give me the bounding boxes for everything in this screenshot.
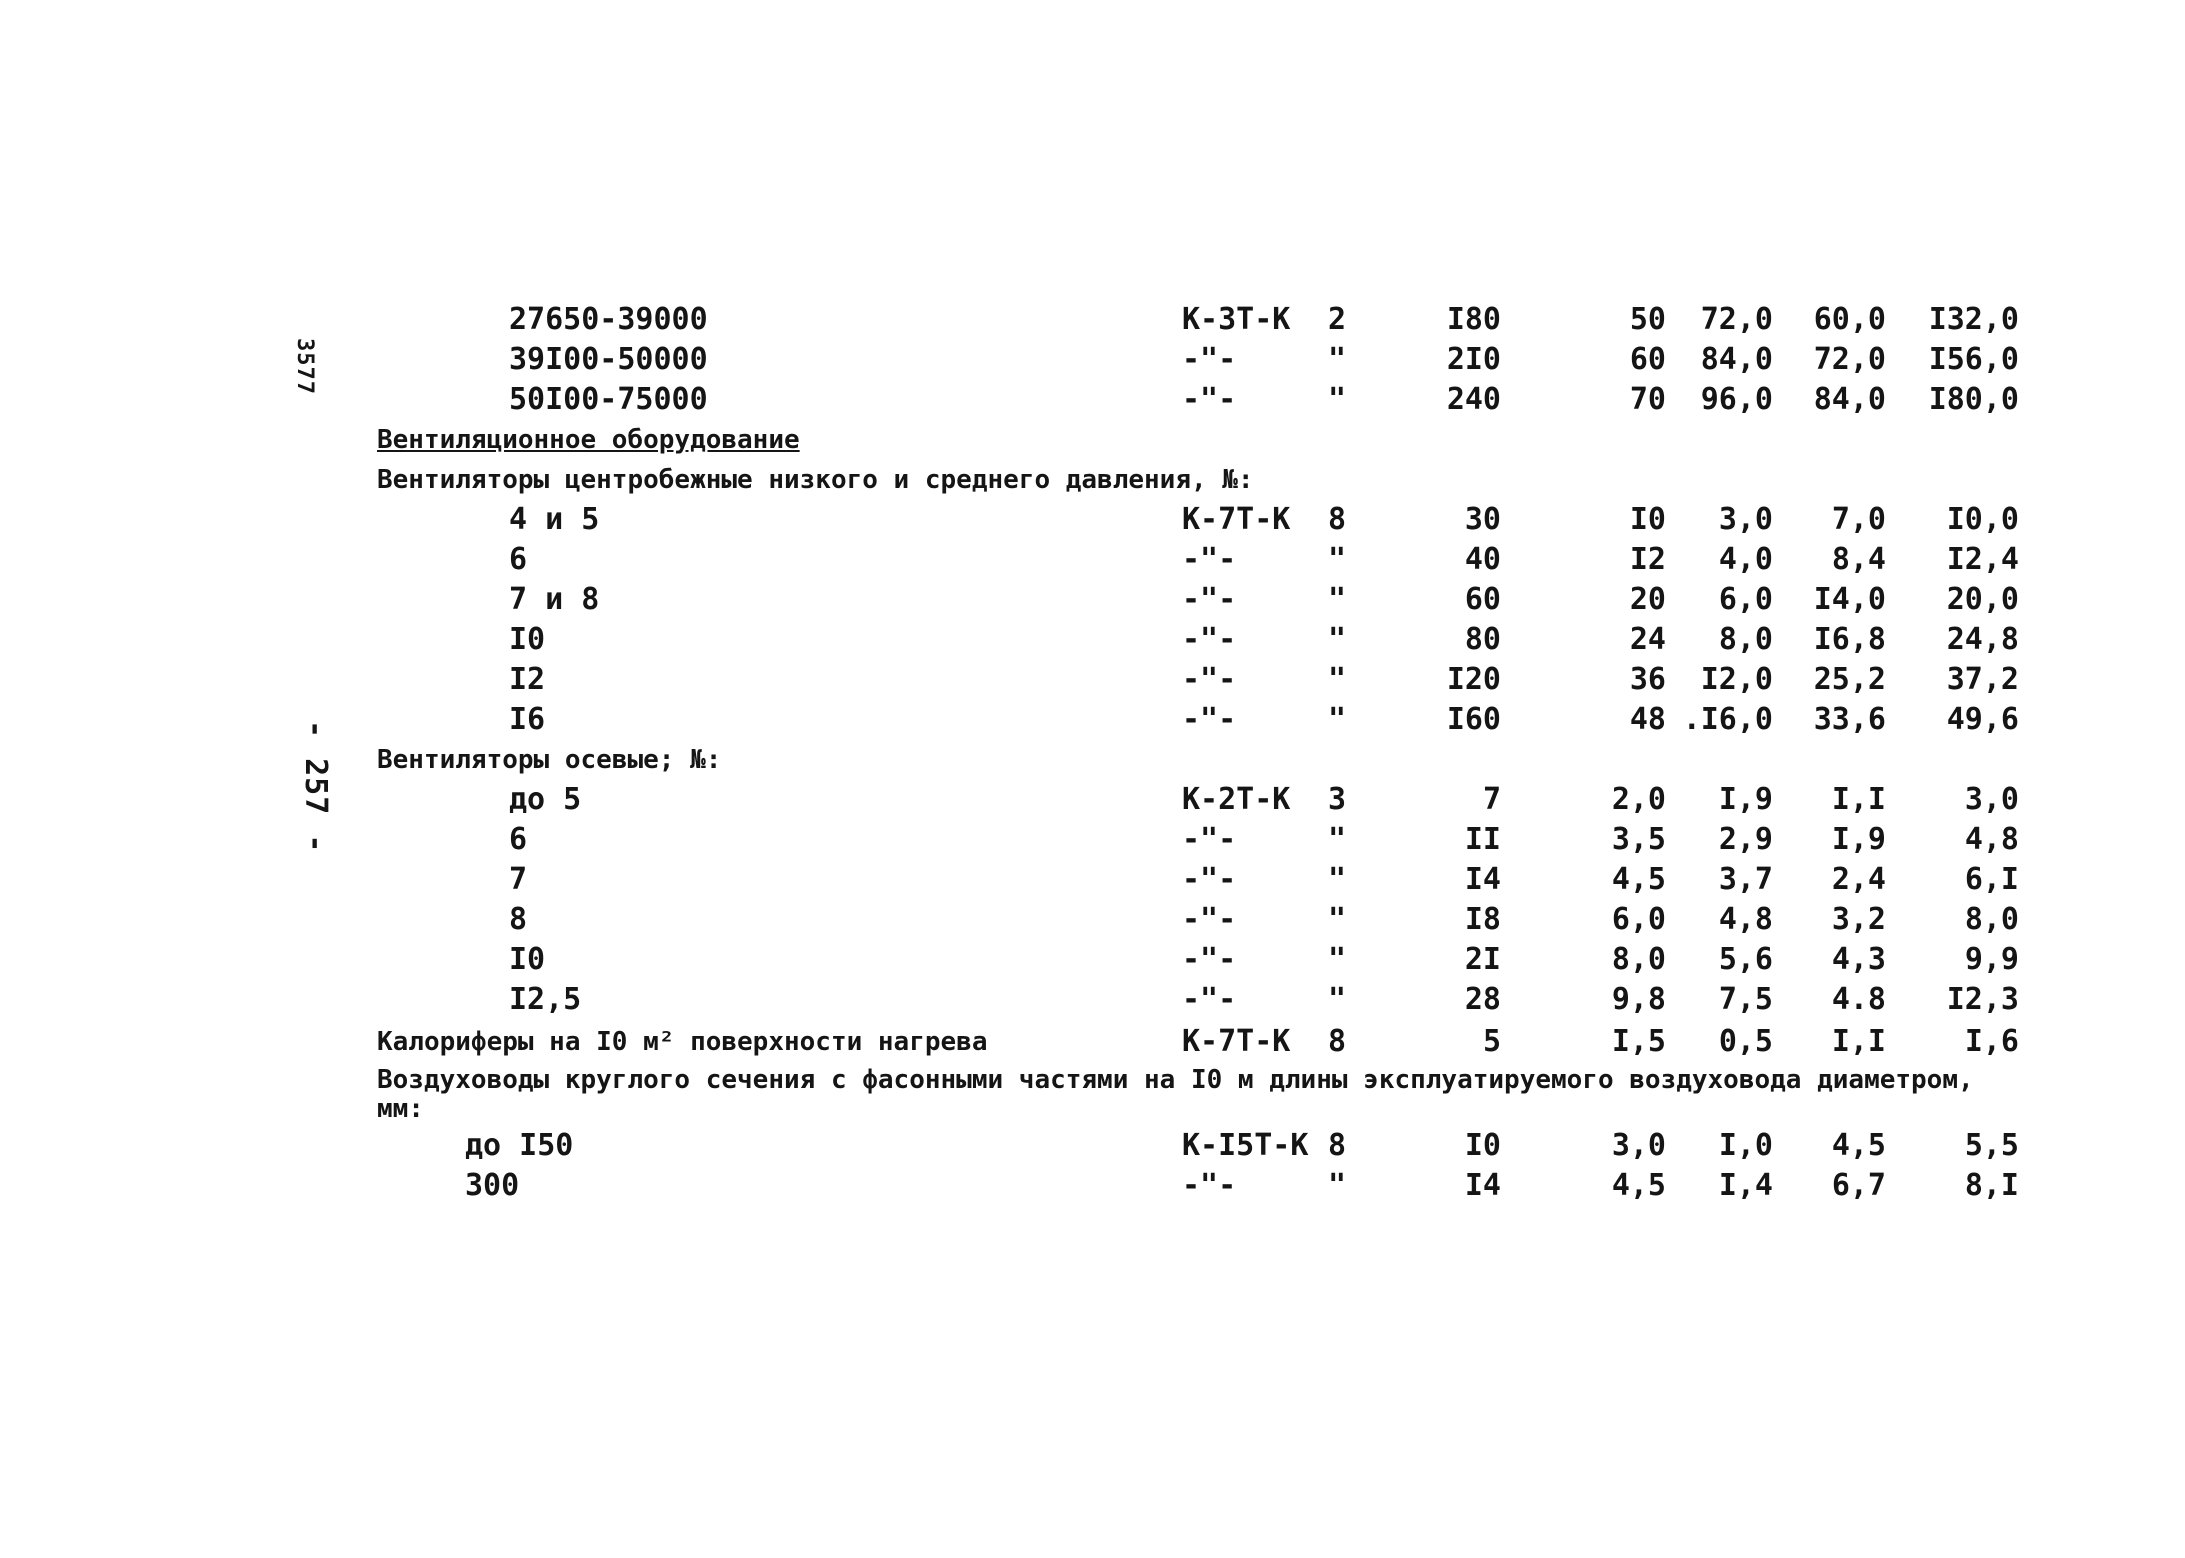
value-5-cell: I2,3 <box>1946 982 2019 1017</box>
item-name-cell: 39I00-50000 <box>509 342 708 377</box>
value-5-cell: 4,8 <box>1964 822 2019 857</box>
value-2-cell: 8,0 <box>1611 942 1666 977</box>
item-name-cell: I6 <box>509 702 546 737</box>
value-2-cell: 4,5 <box>1611 1168 1666 1203</box>
value-2-cell: 3,0 <box>1611 1128 1666 1163</box>
item-name-cell: Калориферы на I0 м² поверхности нагрева <box>377 1026 988 1057</box>
value-1-cell: I8 <box>1464 902 1501 937</box>
value-2-cell: 9,8 <box>1611 982 1666 1017</box>
equipment-code-cell: К-7Т-К <box>1182 1024 1291 1059</box>
value-1-cell: II <box>1464 822 1501 857</box>
estimate-table-body <box>377 300 2019 1206</box>
category-cell: " <box>1328 902 1347 937</box>
equipment-code-cell: -"- <box>1182 822 1237 857</box>
value-3-cell: 0,5 <box>1718 1024 1773 1059</box>
item-name-cell: 6 <box>509 822 528 857</box>
value-1-cell: I0 <box>1464 1128 1501 1163</box>
table-row <box>377 1020 2019 1064</box>
value-3-cell: 8,0 <box>1718 622 1773 657</box>
table-row <box>377 300 2019 340</box>
value-1-cell: I4 <box>1464 1168 1501 1203</box>
table-row <box>377 620 2019 660</box>
value-5-cell: 49,6 <box>1946 702 2019 737</box>
group-heading-row <box>377 1064 2019 1126</box>
value-3-cell: I,4 <box>1718 1168 1773 1203</box>
value-4-cell: 4,3 <box>1831 942 1886 977</box>
value-4-cell: 60,0 <box>1813 302 1886 337</box>
value-5-cell: I,6 <box>1964 1024 2019 1059</box>
category-cell: " <box>1328 702 1347 737</box>
value-3-cell: I,0 <box>1718 1128 1773 1163</box>
item-name-cell: 8 <box>509 902 528 937</box>
equipment-code-cell: -"- <box>1182 902 1237 937</box>
table-row <box>377 380 2019 420</box>
value-4-cell: I,9 <box>1831 822 1886 857</box>
equipment-code-cell: -"- <box>1182 622 1237 657</box>
category-cell: " <box>1328 942 1347 977</box>
document-code: 3577 <box>292 338 317 395</box>
value-2-cell: 24 <box>1629 622 1666 657</box>
value-1-cell: I80 <box>1446 302 1501 337</box>
group-heading-row <box>377 740 2019 780</box>
item-name-cell: I2 <box>509 662 546 697</box>
value-5-cell: 6,I <box>1964 862 2019 897</box>
equipment-code-cell: -"- <box>1182 942 1237 977</box>
equipment-code-cell: К-I5Т-К <box>1182 1128 1309 1163</box>
table-row <box>377 940 2019 980</box>
value-4-cell: 8,4 <box>1831 542 1886 577</box>
table-row <box>377 820 2019 860</box>
category-cell: " <box>1328 622 1347 657</box>
value-3-cell: 72,0 <box>1700 302 1773 337</box>
category-cell: " <box>1328 822 1347 857</box>
value-1-cell: 40 <box>1464 542 1501 577</box>
value-5-cell: 20,0 <box>1946 582 2019 617</box>
value-2-cell: 4,5 <box>1611 862 1666 897</box>
item-name-cell: 300 <box>465 1168 520 1203</box>
value-1-cell: 240 <box>1446 382 1501 417</box>
value-1-cell: I4 <box>1464 862 1501 897</box>
value-2-cell: 6,0 <box>1611 902 1666 937</box>
value-3-cell: 4,8 <box>1718 902 1773 937</box>
value-3-cell: 84,0 <box>1700 342 1773 377</box>
equipment-code-cell: К-2Т-К <box>1182 782 1291 817</box>
category-cell: 8 <box>1328 502 1347 537</box>
category-cell: " <box>1328 382 1347 417</box>
equipment-code-cell: -"- <box>1182 982 1237 1017</box>
category-cell: 8 <box>1328 1128 1347 1163</box>
value-4-cell: I,I <box>1831 1024 1886 1059</box>
value-5-cell: 24,8 <box>1946 622 2019 657</box>
equipment-code-cell: -"- <box>1182 542 1237 577</box>
category-cell: 8 <box>1328 1024 1347 1059</box>
equipment-code-cell: -"- <box>1182 662 1237 697</box>
category-cell: 2 <box>1328 302 1347 337</box>
value-5-cell: I80,0 <box>1928 382 2019 417</box>
equipment-code-cell: -"- <box>1182 582 1237 617</box>
value-5-cell: 3,0 <box>1964 782 2019 817</box>
table-row <box>377 340 2019 380</box>
value-1-cell: I60 <box>1446 702 1501 737</box>
group-heading: Воздуховоды круглого сечения с фасонными частями на I0 м длины эксплуатируемого воздуховода диаметром, мм: <box>377 1065 1974 1124</box>
value-3-cell: 6,0 <box>1718 582 1773 617</box>
equipment-code-cell: -"- <box>1182 382 1237 417</box>
value-4-cell: 25,2 <box>1813 662 1886 697</box>
value-2-cell: 48 <box>1629 702 1666 737</box>
table-row <box>377 540 2019 580</box>
value-3-cell: 2,9 <box>1718 822 1773 857</box>
table-row <box>377 660 2019 700</box>
value-1-cell: 2I <box>1464 942 1501 977</box>
category-cell: " <box>1328 342 1347 377</box>
value-1-cell: I20 <box>1446 662 1501 697</box>
value-3-cell: 7,5 <box>1718 982 1773 1017</box>
value-1-cell: 28 <box>1464 982 1501 1017</box>
value-1-cell: 7 <box>1482 782 1501 817</box>
item-name-cell: до 5 <box>509 782 582 817</box>
value-3-cell: 96,0 <box>1700 382 1773 417</box>
value-4-cell: 33,6 <box>1813 702 1886 737</box>
value-1-cell: 80 <box>1464 622 1501 657</box>
value-1-cell: 30 <box>1464 502 1501 537</box>
value-5-cell: I32,0 <box>1928 302 2019 337</box>
value-2-cell: 60 <box>1629 342 1666 377</box>
value-2-cell: 70 <box>1629 382 1666 417</box>
value-1-cell: 5 <box>1482 1024 1501 1059</box>
section-heading: Вентиляционное оборудование <box>377 425 800 455</box>
value-3-cell: I2,0 <box>1700 662 1773 697</box>
value-4-cell: 72,0 <box>1813 342 1886 377</box>
category-cell: " <box>1328 862 1347 897</box>
value-5-cell: 8,0 <box>1964 902 2019 937</box>
item-name-cell: 7 и 8 <box>509 582 600 617</box>
value-3-cell: .I6,0 <box>1682 702 1773 737</box>
value-4-cell: 3,2 <box>1831 902 1886 937</box>
item-name-cell: 27650-39000 <box>509 302 708 337</box>
category-cell: " <box>1328 662 1347 697</box>
item-name-cell: 50I00-75000 <box>509 382 708 417</box>
value-5-cell: 5,5 <box>1964 1128 2019 1163</box>
group-heading: Вентиляторы центробежные низкого и среднего давления, №: <box>377 465 1254 495</box>
table-row <box>377 1166 2019 1206</box>
value-4-cell: 4,5 <box>1831 1128 1886 1163</box>
value-2-cell: 50 <box>1629 302 1666 337</box>
item-name-cell: I0 <box>509 942 546 977</box>
table-row <box>377 780 2019 820</box>
item-name-cell: 7 <box>509 862 528 897</box>
equipment-code-cell: -"- <box>1182 342 1237 377</box>
equipment-code-cell: -"- <box>1182 702 1237 737</box>
estimate-table <box>377 300 2019 1206</box>
value-4-cell: 6,7 <box>1831 1168 1886 1203</box>
value-4-cell: I6,8 <box>1813 622 1886 657</box>
equipment-code-cell: К-3Т-К <box>1182 302 1291 337</box>
value-3-cell: I,9 <box>1718 782 1773 817</box>
value-2-cell: I2 <box>1629 542 1666 577</box>
category-cell: " <box>1328 982 1347 1017</box>
item-name-cell: 4 и 5 <box>509 502 600 537</box>
value-5-cell: I56,0 <box>1928 342 2019 377</box>
value-1-cell: 60 <box>1464 582 1501 617</box>
value-5-cell: I0,0 <box>1946 502 2019 537</box>
value-4-cell: 4.8 <box>1831 982 1886 1017</box>
group-heading-row <box>377 460 2019 500</box>
value-3-cell: 3,0 <box>1718 502 1773 537</box>
value-2-cell: 36 <box>1629 662 1666 697</box>
category-cell: " <box>1328 542 1347 577</box>
value-4-cell: 84,0 <box>1813 382 1886 417</box>
table-row <box>377 860 2019 900</box>
group-heading: Вентиляторы осевые; №: <box>377 745 722 775</box>
value-4-cell: I,I <box>1831 782 1886 817</box>
item-name-cell: I2,5 <box>509 982 582 1017</box>
equipment-code-cell: -"- <box>1182 1168 1237 1203</box>
value-2-cell: 2,0 <box>1611 782 1666 817</box>
section-heading-row <box>377 420 2019 460</box>
item-name-cell: до I50 <box>465 1128 574 1163</box>
equipment-code-cell: К-7Т-К <box>1182 502 1291 537</box>
table-row <box>377 580 2019 620</box>
value-5-cell: 37,2 <box>1946 662 2019 697</box>
value-2-cell: I,5 <box>1611 1024 1666 1059</box>
category-cell: 3 <box>1328 782 1347 817</box>
value-5-cell: 9,9 <box>1964 942 2019 977</box>
value-3-cell: 4,0 <box>1718 542 1773 577</box>
category-cell: " <box>1328 582 1347 617</box>
value-4-cell: 7,0 <box>1831 502 1886 537</box>
table-row <box>377 1126 2019 1166</box>
value-5-cell: 8,I <box>1964 1168 2019 1203</box>
value-3-cell: 5,6 <box>1718 942 1773 977</box>
value-2-cell: 3,5 <box>1611 822 1666 857</box>
value-3-cell: 3,7 <box>1718 862 1773 897</box>
value-2-cell: I0 <box>1629 502 1666 537</box>
table-row <box>377 500 2019 540</box>
category-cell: " <box>1328 1168 1347 1203</box>
value-4-cell: 2,4 <box>1831 862 1886 897</box>
value-2-cell: 20 <box>1629 582 1666 617</box>
table-row <box>377 900 2019 940</box>
table-row <box>377 700 2019 740</box>
value-4-cell: I4,0 <box>1813 582 1886 617</box>
value-5-cell: I2,4 <box>1946 542 2019 577</box>
equipment-code-cell: -"- <box>1182 862 1237 897</box>
value-1-cell: 2I0 <box>1446 342 1501 377</box>
item-name-cell: I0 <box>509 622 546 657</box>
page-number: - 257 - <box>298 720 333 854</box>
item-name-cell: 6 <box>509 542 528 577</box>
table-row <box>377 980 2019 1020</box>
